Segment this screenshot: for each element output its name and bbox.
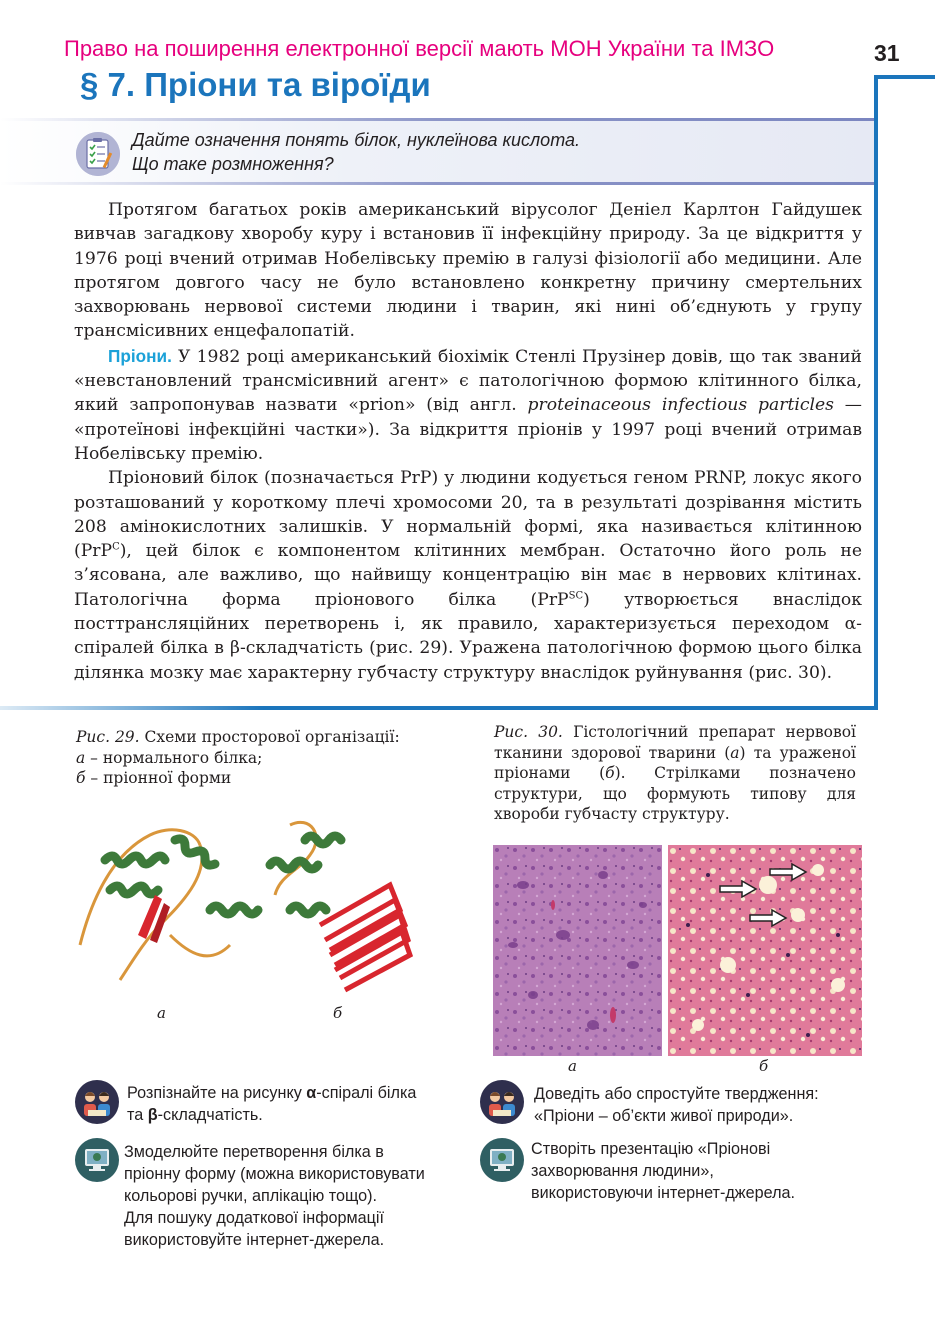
figure-29-letter-b: б: [333, 1004, 343, 1022]
frame-bottom-line: [0, 706, 878, 710]
intro-question-1: Дайте означення понять білок, нуклеїнова кислота.: [132, 130, 580, 150]
histology-infected-image: [668, 845, 862, 1056]
paragraph-2: Пріони. У 1982 році американський біохімік Стенлі Прузінер довів, що так званий «невстановлений трансмісивний агент» є патологічною формою клітинного білка, який запропонував назвати «prion» (від англ. proteinaceous infectious particles — «протеїнові інфекційні частки»). За відкриття пріонів у 1997 році вчений отримав Нобелівську премію.: [74, 345, 862, 464]
figure-30-label: Рис. 30.: [494, 723, 563, 741]
intro-band-top-border: [0, 118, 874, 121]
figure-30-letter-b: б: [759, 1057, 769, 1075]
figure-29-label: Рис. 29.: [76, 728, 140, 746]
term-prions: Пріони.: [108, 345, 172, 366]
computer-research-icon: [480, 1138, 524, 1182]
frame-right-line: [874, 75, 878, 710]
task-4-text: Створіть презентацію «Пріонові захворювання людини», використовуючи інтернет-джерела.: [531, 1140, 796, 1202]
group-discussion-icon: [480, 1080, 524, 1124]
histology-healthy-image: [493, 845, 662, 1056]
frame-top-line: [874, 75, 935, 79]
group-discussion-icon: [75, 1080, 119, 1124]
task-1-text: Розпізнайте на рисунку α-спіралі білка та β-складчатість.: [127, 1084, 417, 1124]
intro-question-2: Що таке розмноження?: [132, 154, 334, 174]
paragraph-3: Пріоновий білок (позначається PrP) у людини кодується геном PRNP, локус якого розташований у короткому плечі хромосоми 20, та в результаті дозрівання містить 208 амінокислотних залишків. У нормальній формі, яка називається клітинною (PrP$^C$), цей білок є компонентом клітинних мембран. Остаточно його роль не з’ясована, але важливо, що найвищу концентрацію він має в нервових клітинах. Патологічна форма пріонового білка (PrP$^{SC}$) утворюється внаслідок посттрансляційних перетворень і, як правило, характеризується переходом α-спіралей білка в β-складчатість (рис. 29). Уражена патологічною формою цього білка ділянка мозку має характерну губчасту структуру внаслідок руйнування (рис. 30).: [74, 468, 862, 683]
paragraph-1: Протягом багатьох років американський вірусолог Деніел Карлтон Гайдушек вивчав загадкову хворобу куру і встановив її інфекційну природу. За це відкриття у 1976 році вчений отримав Нобелівську премію в галузі фізіології або медицини. Але протягом довгого часу не було встановлено конкретну причину смертельних захворювань нервової системи людини і тварин, які нині об’єднують у групу трансмісивних енцефалопатій.: [74, 200, 862, 342]
task-3-text: Змоделюйте перетворення білка в пріонну форму (можна використовувати кольорові ручки, аплікацію тощо). Для пошуку додаткової інформації використовуйте інтернет-джерела.: [124, 1143, 425, 1249]
figure-30-caption: Рис. 30. Гістологічний препарат нервової тканини здорової тварини (а) та ураженої пріонами (б). Стрілками позначено структури, що формують типову для хвороби губчасту структуру.: [494, 723, 856, 823]
computer-research-icon: [75, 1138, 119, 1182]
rights-notice: Право на поширення електронної версії мають МОН України та ІМЗО: [64, 36, 775, 61]
figure-30-letter-a: а: [568, 1057, 577, 1075]
task-2-text: Доведіть або спростуйте твердження: «Пріони – об’єкти живої природи».: [534, 1085, 819, 1125]
figure-29-letter-a: а: [157, 1004, 166, 1022]
figure-29-caption: Рис. 29. Схеми просторової організації: а – нормального білка; б – пріонної форми: [76, 728, 400, 787]
intro-band-bottom-border: [0, 182, 874, 185]
arrow-icon: [718, 879, 758, 899]
main-text: [74, 198, 862, 685]
checklist-icon: [76, 132, 120, 176]
prion-protein-illustration: [250, 815, 420, 1000]
section-title: § 7. Пріони та віроїди: [80, 66, 431, 103]
page-number: 31: [874, 40, 900, 66]
arrow-icon: [748, 908, 788, 928]
intro-questions: [132, 128, 832, 176]
arrow-icon: [768, 862, 808, 882]
